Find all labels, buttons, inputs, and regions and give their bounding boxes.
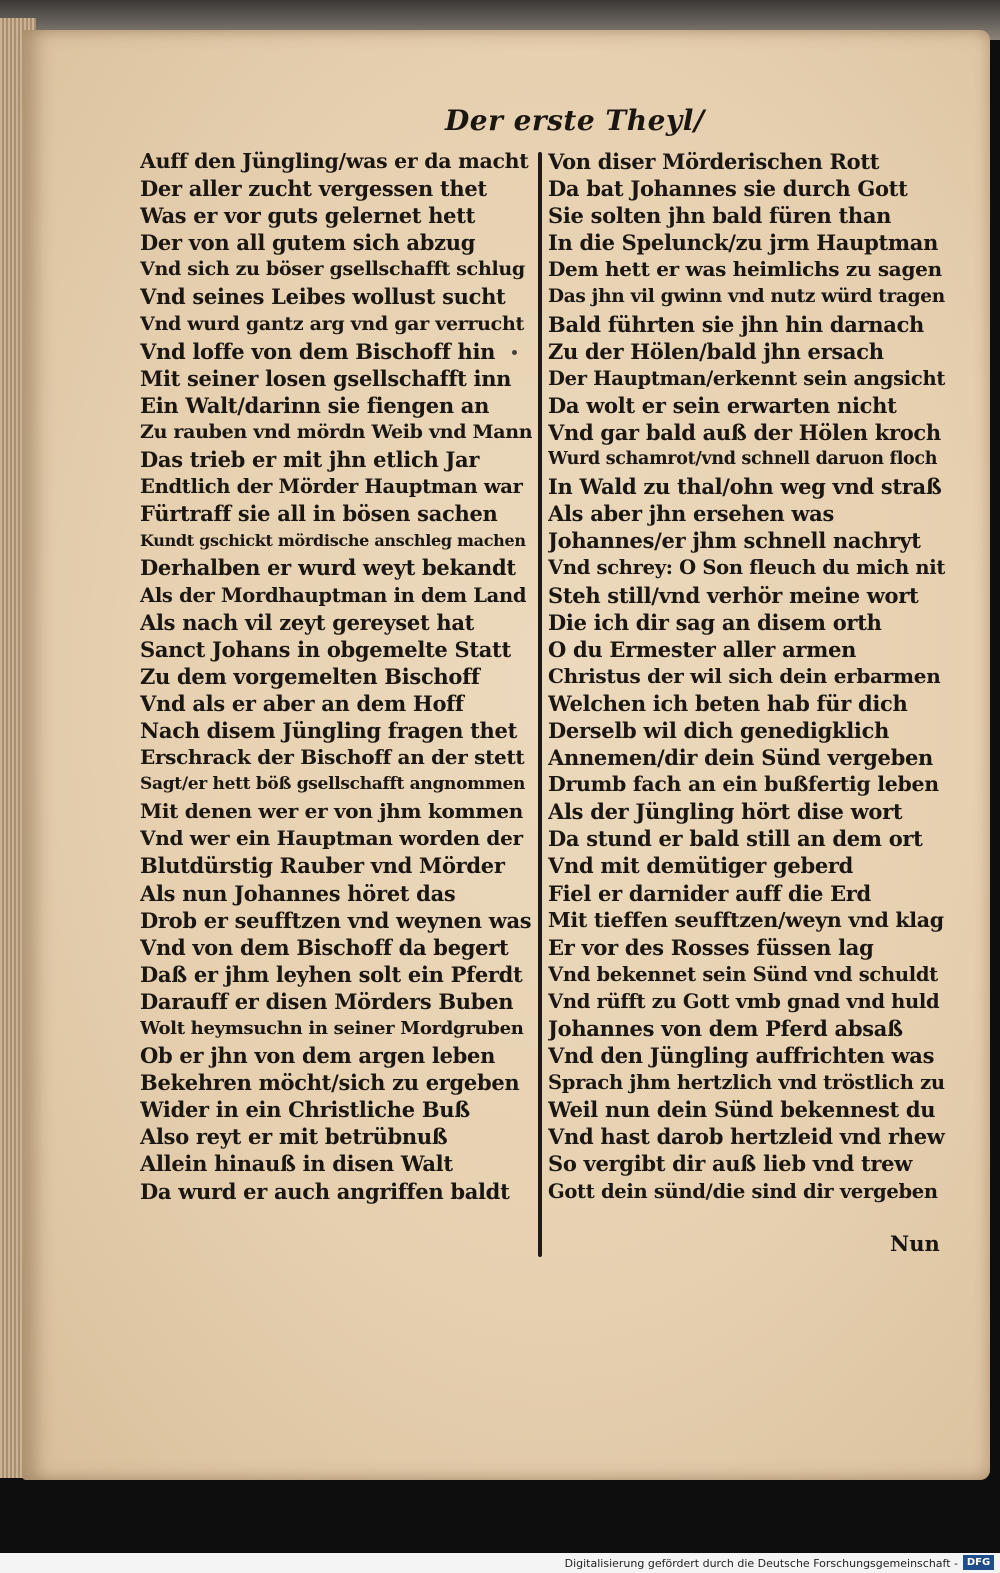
verse-line: Daß er jhm leyhen solt ein Pferdt (140, 961, 523, 987)
footer-credit: Digitalisierung gefördert durch die Deutsche Forschungsgemeinschaft - (564, 1557, 958, 1570)
verse-line: Vnd wer ein Hauptman worden der (140, 826, 523, 851)
verse-line: Steh still/vnd verhör meine wort (548, 582, 919, 608)
verse-line: Der Hauptman/erkennt sein angsicht (548, 366, 946, 390)
verse-line: Was er vor guts gelernet hett (140, 203, 476, 229)
verse-line: Gott dein sünd/die sind dir vergeben (548, 1179, 938, 1203)
verse-line: Ob er jhn von dem argen leben (140, 1043, 496, 1069)
catchword: Nun (890, 1231, 940, 1256)
column-rule (538, 152, 542, 1257)
verse-line: Da stund er bald still an dem ort (548, 826, 923, 852)
verse-line: Bald führten sie jhn hin darnach (548, 311, 925, 337)
verse-line: Sprach jhm hertzlich vnd tröstlich zu (548, 1071, 945, 1095)
verse-line: Als der Mordhauptman in dem Land (140, 583, 527, 607)
verse-line: Drob er seufftzen vnd weynen was (140, 907, 532, 933)
verse-line: Mit denen wer er von jhm kommen (140, 799, 523, 824)
verse-line: Vnd loffe von dem Bischoff hin (140, 338, 496, 364)
verse-line: Er vor des Rosses füssen lag (548, 934, 874, 960)
verse-line: Vnd schrey: O Son fleuch du mich nit (548, 556, 946, 580)
verse-line: Von diser Mörderischen Rott (548, 149, 880, 174)
verse-line: Auff den Jüngling/was er da macht (140, 149, 529, 173)
verse-line: Da bat Johannes sie durch Gott (548, 176, 908, 202)
verse-line: Zu der Hölen/bald jhn ersach (548, 338, 884, 364)
verse-line: Vnd hast darob hertzleid vnd rhew (548, 1124, 945, 1150)
verse-line: Wolt heymsuchn in seiner Mordgruben (140, 1018, 524, 1039)
left-column (140, 148, 532, 1205)
running-head: Der erste Theyl/ (445, 104, 705, 137)
verse-line: Vnd wurd gantz arg vnd gar verrucht (140, 312, 524, 335)
verse-line: Sanct Johans in obgemelte Statt (140, 636, 511, 662)
dfg-logo: DFG (963, 1555, 994, 1570)
verse-line: Welchen ich beten hab für dich (548, 690, 908, 716)
verse-line: Zu dem vorgemelten Bischoff (140, 663, 480, 689)
verse-line: Vnd von dem Bischoff da begert (140, 934, 509, 960)
verse-line: Vnd als er aber an dem Hoff (140, 690, 464, 716)
verse-line: Allein hinauß in disen Walt (140, 1151, 453, 1177)
verse-line: Annemen/dir dein Sünd vergeben (548, 745, 934, 771)
verse-line: Bekehren möcht/sich zu ergeben (140, 1070, 520, 1096)
verse-line: Derhalben er wurd weyt bekandt (140, 555, 516, 581)
verse-line: So vergibt dir auß lieb vnd trew (548, 1151, 913, 1177)
verse-line: Also reyt er mit betrübnuß (140, 1124, 448, 1150)
verse-line: Fürtraff sie all in bösen sachen (140, 501, 498, 527)
verse-line: Christus der wil sich dein erbarmen (548, 663, 941, 688)
verse-line: Blutdürstig Rauber vnd Mörder (140, 853, 505, 879)
verse-line: Ein Walt/darinn sie fiengen an (140, 392, 490, 418)
verse-line: Vnd rüfft zu Gott vmb gnad vnd huld (548, 989, 940, 1013)
verse-line: Die ich dir sag an disem orth (548, 609, 882, 635)
verse-line: Vnd sich zu böser gsellschafft schlug (140, 258, 525, 281)
verse-line: Kundt gschickt mördische anschleg machen (140, 531, 526, 551)
verse-line: Sie solten jhn bald füren than (548, 203, 892, 229)
verse-line: Vnd seines Leibes wollust sucht (140, 284, 506, 310)
verse-line: Wider in ein Christliche Buß (140, 1097, 470, 1123)
verse-line: Sagt/er hett böß gsellschafft angnommen (140, 774, 526, 795)
verse-line: Der von all gutem sich abzug (140, 230, 476, 256)
verse-line: Als der Jüngling hört dise wort (548, 799, 903, 825)
verse-line: Darauff er disen Mörders Buben (140, 988, 514, 1014)
verse-line: Johannes/er jhm schnell nachryt (548, 528, 921, 554)
verse-line: Erschrack der Bischoff an der stett (140, 745, 525, 770)
verse-line: Johannes von dem Pferd absaß (548, 1016, 903, 1041)
verse-line: Mit tieffen seufftzen/weyn vnd klag (548, 907, 944, 932)
verse-line: Als nach vil zeyt gereyset hat (140, 609, 475, 635)
verse-line: Drumb fach an ein bußfertig leben (548, 772, 939, 797)
verse-line: Der aller zucht vergessen thet (140, 176, 487, 202)
verse-line: Vnd den Jüngling auffrichten was (548, 1043, 935, 1069)
verse-line: In Wald zu thal/ohn weg vnd straß (548, 474, 942, 500)
verse-line: In die Spelunck/zu jrm Hauptman (548, 230, 939, 256)
verse-line: Als nun Johannes höret das (140, 880, 456, 906)
verse-line: Weil nun dein Sünd bekennest du (548, 1097, 936, 1123)
verse-line: Das jhn vil gwinn vnd nutz würd tragen (548, 286, 945, 308)
verse-line: Derselb wil dich genedigklich (548, 717, 890, 743)
verse-line: Vnd bekennet sein Sünd vnd schuldt (548, 962, 938, 986)
verse-line: Da wolt er sein erwarten nicht (548, 392, 897, 418)
verse-line: Endtlich der Mörder Hauptman war (140, 475, 523, 499)
verse-line: Da wurd er auch angriffen baldt (140, 1178, 510, 1204)
verse-line: Als aber jhn ersehen was (548, 501, 835, 527)
ink-spot (512, 350, 517, 355)
verse-line: Vnd mit demütiger geberd (548, 853, 854, 879)
verse-line: Zu rauben vnd mördn Weib vnd Mann (140, 420, 532, 443)
verse-line: Nach disem Jüngling fragen thet (140, 717, 517, 743)
right-column (548, 148, 946, 1205)
verse-line: Mit seiner losen gsellschafft inn (140, 365, 512, 391)
verse-line: Dem hett er was heimlichs zu sagen (548, 257, 942, 282)
verse-line: O du Ermester aller armen (548, 636, 857, 662)
verse-line: Vnd gar bald auß der Hölen kroch (548, 419, 941, 445)
verse-line: Wurd schamrot/vnd schnell daruon floch (548, 449, 938, 470)
verse-line: Das trieb er mit jhn etlich Jar (140, 447, 480, 473)
verse-line: Fiel er darnider auff die Erd (548, 880, 871, 906)
